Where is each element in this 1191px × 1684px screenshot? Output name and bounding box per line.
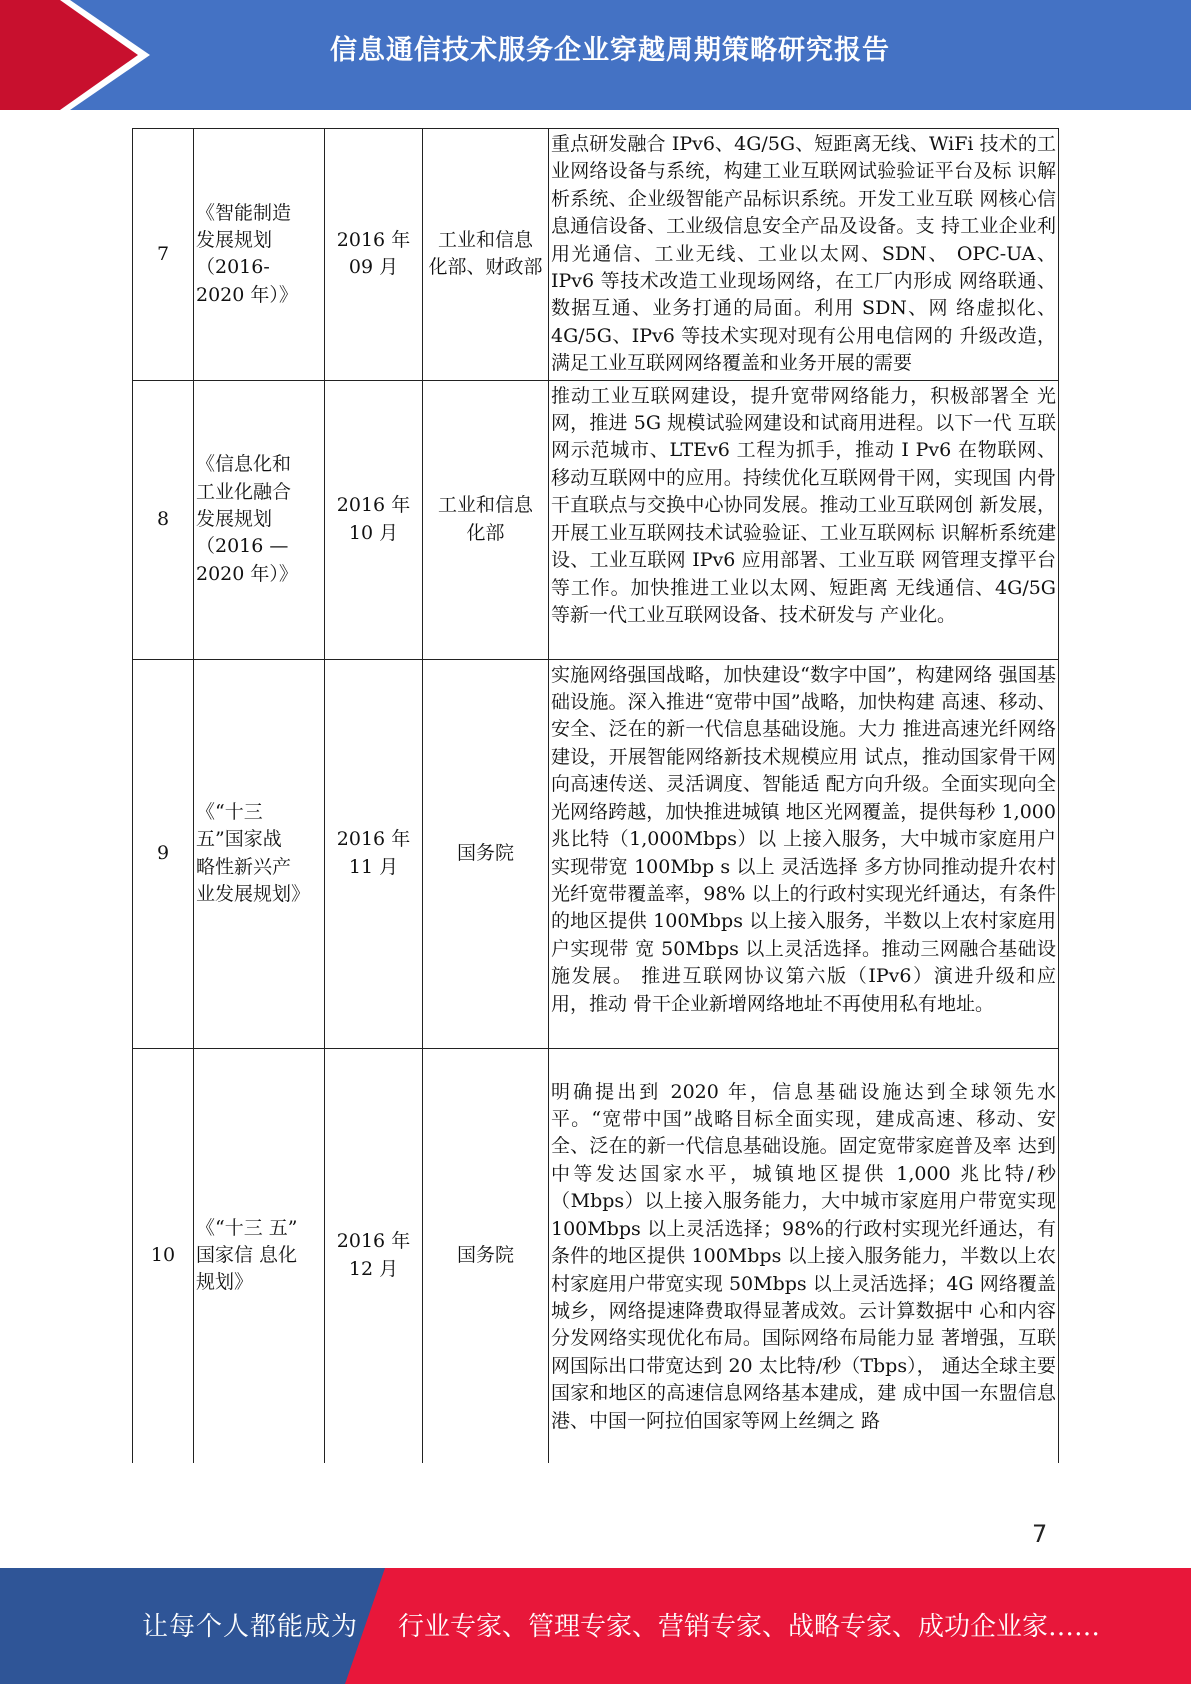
policy-name: 《信息化和 工业化融合 发展规划 （2016 — 2020 年）》 [194, 380, 325, 659]
policy-department: 工业和信息 化部、财政部 [423, 129, 549, 381]
row-number: 9 [133, 659, 194, 1048]
policy-department: 国务院 [423, 1048, 549, 1463]
policy-date: 2016 年 09 月 [325, 129, 423, 381]
page-number: 7 [1032, 1520, 1048, 1548]
policy-name: 《智能制造 发展规划 （2016- 2020 年）》 [194, 129, 325, 381]
table-row [133, 129, 1059, 381]
report-title: 信息通信技术服务企业穿越周期策略研究报告 [330, 35, 890, 66]
policy-date: 2016 年 11 月 [325, 659, 423, 1048]
row-number: 10 [133, 1048, 194, 1463]
table-row [133, 659, 1059, 1048]
page-header [0, 0, 1191, 110]
policy-department: 国务院 [423, 659, 549, 1048]
footer-slogan-left: 让每个人都能成为 [142, 1612, 359, 1642]
policy-content: 重点研发融合 IPv6、4G/5G、短距离无线、WiFi 技术的工业网络设备与系统，构建工业互联网试验验证平台及标 识解析系统、企业级智能产品标识系统。开发工业互联 网核心信息通信设备、工业级信息安全产品及设备。支 持工业企业利用光通信、工业无线、工业以太网、SDN、 OPC-UA、IPv6 等技术改造工业现场网络，在工厂内形成 网络联通、数据互通、业务打通的局面。利用 SDN、网 络虚拟化、4G/5G、IPv6 等技术实现对现有公用电信网的 升级改造，满足工业互联网网络覆盖和业务开展的需要 [549, 129, 1059, 381]
row-number: 7 [133, 129, 194, 381]
policy-content: 明确提出到 2020 年，信息基础设施达到全球领先水平。“宽带中国”战略目标全面实现，建成高速、移动、安 全、泛在的新一代信息基础设施。固定宽带家庭普及率 达到中等发达国家水平，城镇地区提供 1,000 兆比特/秒（Mbps）以上接入服务能力，大中城市家庭用户带宽实现 100Mbps 以上灵活选择；98%的行政村实现光纤通达，有条件的地区提供 100Mbps 以上接入服务能力，半数以上农村家庭用户带宽实现 50Mbps 以上灵活选择；4G 网络覆盖城乡，网络提速降费取得显著成效。云计算数据中 心和内容分发网络实现优化布局。国际网络布局能力显 著增强，互联网国际出口带宽达到 20 太比特/秒（Tbps）， 通达全球主要国家和地区的高速信息网络基本建成，建 成中国一东盟信息港、中国一阿拉伯国家等网上丝绸之 路 [549, 1048, 1059, 1463]
table-row [133, 1048, 1059, 1463]
row-number: 8 [133, 380, 194, 659]
page-footer [0, 1568, 1191, 1684]
policy-date: 2016 年 10 月 [325, 380, 423, 659]
policy-date: 2016 年 12 月 [325, 1048, 423, 1463]
policy-name: 《“十三 五”国家战 略性新兴产 业发展规划》 [194, 659, 325, 1048]
policy-table [132, 128, 1059, 1463]
policy-content: 推动工业互联网建设，提升宽带网络能力，积极部署全 光网，推进 5G 规模试验网建设和试商用进程。以下一代 互联网示范城市、LTEv6 工程为抓手，推动 I Pv6 在物联网、移动互联网中的应用。持续优化互联网骨干网，实现国 内骨干直联点与交换中心协同发展。推动工业互联网创 新发展，开展工业互联网技术试验验证、工业互联网标 识解析系统建设、工业互联网 IPv6 应用部署、工业互联 网管理支撑平台等工作。加快推进工业以太网、短距离 无线通信、4G/5G 等新一代工业互联网设备、技术研发与 产业化。 [549, 380, 1059, 659]
table-row [133, 380, 1059, 659]
policy-department: 工业和信息 化部 [423, 380, 549, 659]
policy-name: 《“十三 五” 国家信 息化 规划》 [194, 1048, 325, 1463]
footer-slogan-right: 行业专家、管理专家、营销专家、战略专家、成功企业家…… [398, 1612, 1101, 1642]
policy-content: 实施网络强国战略，加快建设“数字中国”，构建网络 强国基础设施。深入推进“宽带中国”战略，加快构建 高速、移动、安全、泛在的新一代信息基础设施。大力 推进高速光纤网络建设，开展智能网络新技术规模应用 试点，推动国家骨干网向高速传送、灵活调度、智能适 配方向升级。全面实现向全光网络跨越，加快推进城镇 地区光网覆盖，提供每秒 1,000 兆比特（1,000Mbps）以 上接入服务，大中城市家庭用户实现带宽 100Mbp s 以上 灵活选择 多方协同推动提升农村光纤宽带覆盖率，98% 以上的行政村实现光纤通达，有条件的地区提供 100Mbps 以上接入服务，半数以上农村家庭用户实现带 宽 50Mbps 以上灵活选择。推动三网融合基础设施发展。 推进互联网协议第六版（IPv6）演进升级和应用，推动 骨干企业新增网络地址不再使用私有地址。 [549, 659, 1059, 1048]
